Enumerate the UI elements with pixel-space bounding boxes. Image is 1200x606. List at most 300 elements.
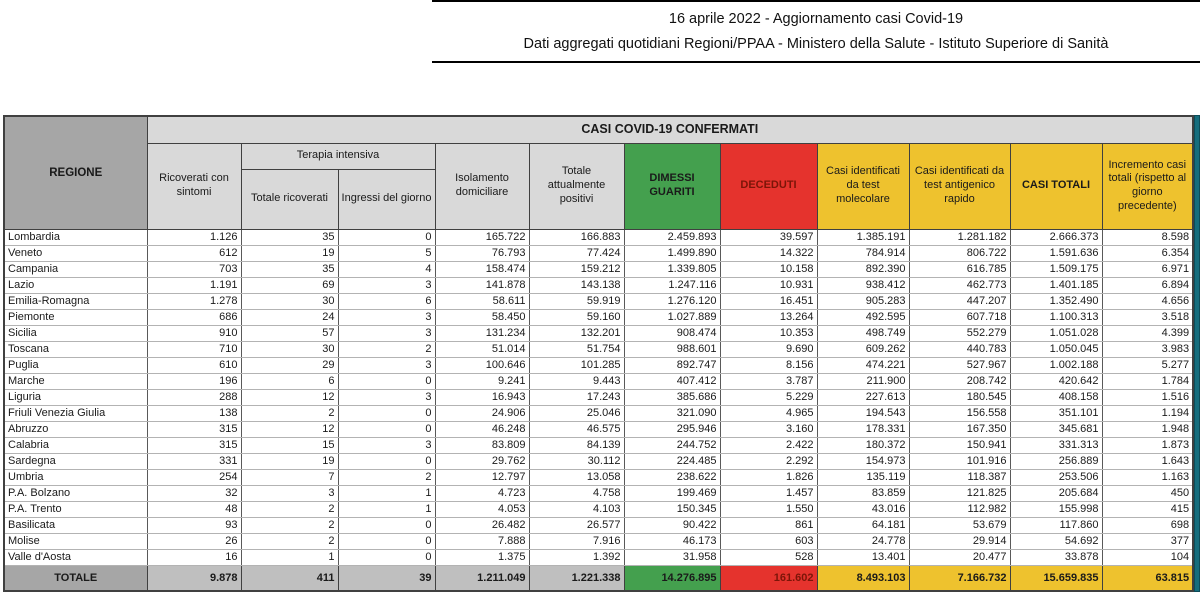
table-row: [4, 437, 1193, 453]
value-cell: 46.575: [529, 421, 624, 437]
value-cell: 447.207: [909, 293, 1010, 309]
table-row: [4, 421, 1193, 437]
value-cell: 3: [338, 389, 435, 405]
value-cell: 1.281.182: [909, 229, 1010, 245]
total-value-cell: 7.166.732: [909, 565, 1010, 591]
value-cell: 2: [241, 501, 338, 517]
value-cell: 24.778: [817, 533, 909, 549]
table-row: [4, 373, 1193, 389]
value-cell: 1.509.175: [1010, 261, 1102, 277]
value-cell: 196: [147, 373, 241, 389]
value-cell: 159.212: [529, 261, 624, 277]
value-cell: 1.278: [147, 293, 241, 309]
value-cell: 180.545: [909, 389, 1010, 405]
value-cell: 1.194: [1102, 405, 1193, 421]
value-cell: 806.722: [909, 245, 1010, 261]
table-row: [4, 245, 1193, 261]
table-row: [4, 277, 1193, 293]
value-cell: 25.046: [529, 405, 624, 421]
value-cell: 54.692: [1010, 533, 1102, 549]
value-cell: 3: [241, 485, 338, 501]
value-cell: 3: [338, 277, 435, 293]
table-row: [4, 293, 1193, 309]
value-cell: 295.946: [624, 421, 720, 437]
value-cell: 1.191: [147, 277, 241, 293]
value-cell: 1.784: [1102, 373, 1193, 389]
covid-table-container: [3, 115, 1200, 592]
value-cell: 30: [241, 341, 338, 357]
total-value-cell: 15.659.835: [1010, 565, 1102, 591]
value-cell: 407.412: [624, 373, 720, 389]
value-cell: 1.339.805: [624, 261, 720, 277]
value-cell: 83.809: [435, 437, 529, 453]
value-cell: 474.221: [817, 357, 909, 373]
value-cell: 19: [241, 453, 338, 469]
region-cell: Toscana: [4, 341, 147, 357]
value-cell: 29: [241, 357, 338, 373]
value-cell: 1.375: [435, 549, 529, 565]
value-cell: 377: [1102, 533, 1193, 549]
value-cell: 6.354: [1102, 245, 1193, 261]
total-value-cell: 9.878: [147, 565, 241, 591]
total-row: [4, 565, 1193, 591]
value-cell: 15: [241, 437, 338, 453]
value-cell: 1.163: [1102, 469, 1193, 485]
value-cell: 616.785: [909, 261, 1010, 277]
value-cell: 141.878: [435, 277, 529, 293]
value-cell: 180.372: [817, 437, 909, 453]
value-cell: 710: [147, 341, 241, 357]
value-cell: 238.622: [624, 469, 720, 485]
total-value-cell: 63.815: [1102, 565, 1193, 591]
value-cell: 1.100.313: [1010, 309, 1102, 325]
value-cell: 415: [1102, 501, 1193, 517]
value-cell: 3.787: [720, 373, 817, 389]
column-header-ricoverati: Ricoverati con sintomi: [147, 143, 241, 229]
value-cell: 905.283: [817, 293, 909, 309]
value-cell: 100.646: [435, 357, 529, 373]
value-cell: 1.002.188: [1010, 357, 1102, 373]
value-cell: 2.292: [720, 453, 817, 469]
value-cell: 6.894: [1102, 277, 1193, 293]
value-cell: 2: [338, 341, 435, 357]
region-cell: Lombardia: [4, 229, 147, 245]
value-cell: 2: [241, 517, 338, 533]
value-cell: 7: [241, 469, 338, 485]
column-header-incremento: Incremento casi totali (rispetto al giorno precedente): [1102, 143, 1193, 229]
region-cell: Veneto: [4, 245, 147, 261]
region-cell: Campania: [4, 261, 147, 277]
value-cell: 35: [241, 261, 338, 277]
table-band-title: CASI COVID-19 CONFERMATI: [147, 116, 1193, 143]
value-cell: 603: [720, 533, 817, 549]
value-cell: 77.424: [529, 245, 624, 261]
value-cell: 1: [241, 549, 338, 565]
table-row: [4, 341, 1193, 357]
value-cell: 29.914: [909, 533, 1010, 549]
value-cell: 686: [147, 309, 241, 325]
value-cell: 13.264: [720, 309, 817, 325]
value-cell: 13.058: [529, 469, 624, 485]
value-cell: 26.482: [435, 517, 529, 533]
region-cell: Abruzzo: [4, 421, 147, 437]
value-cell: 132.201: [529, 325, 624, 341]
header-line-source: Dati aggregati quotidiani Regioni/PPAA - Ministero della Salute - Istituto Superiore di Sanità: [523, 36, 1109, 52]
value-cell: 1: [338, 501, 435, 517]
value-cell: 69: [241, 277, 338, 293]
total-value-cell: 14.276.895: [624, 565, 720, 591]
value-cell: 10.931: [720, 277, 817, 293]
total-value-cell: 161.602: [720, 565, 817, 591]
value-cell: 205.684: [1010, 485, 1102, 501]
value-cell: 46.248: [435, 421, 529, 437]
value-cell: 892.390: [817, 261, 909, 277]
value-cell: 610: [147, 357, 241, 373]
column-header-test-molecolare: Casi identificati da test molecolare: [817, 143, 909, 229]
value-cell: 158.474: [435, 261, 529, 277]
covid-table: [3, 115, 1194, 592]
value-cell: 35: [241, 229, 338, 245]
table-row: [4, 469, 1193, 485]
table-row: [4, 405, 1193, 421]
column-header-ti-ingressi: Ingressi del giorno: [338, 169, 435, 229]
value-cell: 83.859: [817, 485, 909, 501]
value-cell: 528: [720, 549, 817, 565]
value-cell: 4.053: [435, 501, 529, 517]
region-cell: Umbria: [4, 469, 147, 485]
value-cell: 331.313: [1010, 437, 1102, 453]
value-cell: 194.543: [817, 405, 909, 421]
value-cell: 121.825: [909, 485, 1010, 501]
value-cell: 1.643: [1102, 453, 1193, 469]
value-cell: 84.139: [529, 437, 624, 453]
value-cell: 13.401: [817, 549, 909, 565]
value-cell: 9.241: [435, 373, 529, 389]
value-cell: 2: [241, 405, 338, 421]
total-value-cell: 1.221.338: [529, 565, 624, 591]
column-header-ti-totale: Totale ricoverati: [241, 169, 338, 229]
value-cell: 30: [241, 293, 338, 309]
value-cell: 6.971: [1102, 261, 1193, 277]
value-cell: 24.906: [435, 405, 529, 421]
value-cell: 51.014: [435, 341, 529, 357]
value-cell: 1.948: [1102, 421, 1193, 437]
value-cell: 4.103: [529, 501, 624, 517]
value-cell: 131.234: [435, 325, 529, 341]
table-row: [4, 533, 1193, 549]
value-cell: 5.229: [720, 389, 817, 405]
value-cell: 32: [147, 485, 241, 501]
value-cell: 420.642: [1010, 373, 1102, 389]
region-cell: Marche: [4, 373, 147, 389]
value-cell: 143.138: [529, 277, 624, 293]
total-label-cell: TOTALE: [4, 565, 147, 591]
value-cell: 7.888: [435, 533, 529, 549]
column-header-casi-totali: CASI TOTALI: [1010, 143, 1102, 229]
value-cell: 211.900: [817, 373, 909, 389]
value-cell: 17.243: [529, 389, 624, 405]
region-cell: Molise: [4, 533, 147, 549]
value-cell: 9.690: [720, 341, 817, 357]
value-cell: 227.613: [817, 389, 909, 405]
value-cell: 351.101: [1010, 405, 1102, 421]
value-cell: 10.158: [720, 261, 817, 277]
header-line-date: 16 aprile 2022 - Aggiornamento casi Covid-19: [668, 11, 964, 27]
region-cell: Valle d'Aosta: [4, 549, 147, 565]
value-cell: 703: [147, 261, 241, 277]
value-cell: 498.749: [817, 325, 909, 341]
value-cell: 43.016: [817, 501, 909, 517]
value-cell: 150.345: [624, 501, 720, 517]
value-cell: 4.656: [1102, 293, 1193, 309]
value-cell: 76.793: [435, 245, 529, 261]
value-cell: 2.422: [720, 437, 817, 453]
region-cell: Emilia-Romagna: [4, 293, 147, 309]
region-cell: Puglia: [4, 357, 147, 373]
value-cell: 408.158: [1010, 389, 1102, 405]
value-cell: 178.331: [817, 421, 909, 437]
value-cell: 908.474: [624, 325, 720, 341]
value-cell: 30.112: [529, 453, 624, 469]
value-cell: 12: [241, 389, 338, 405]
value-cell: 288: [147, 389, 241, 405]
value-cell: 2.666.373: [1010, 229, 1102, 245]
value-cell: 48: [147, 501, 241, 517]
value-cell: 612: [147, 245, 241, 261]
value-cell: 26.577: [529, 517, 624, 533]
value-cell: 331: [147, 453, 241, 469]
value-cell: 1.027.889: [624, 309, 720, 325]
value-cell: 1.126: [147, 229, 241, 245]
value-cell: 1.457: [720, 485, 817, 501]
value-cell: 2: [338, 469, 435, 485]
value-cell: 24: [241, 309, 338, 325]
table-row: [4, 389, 1193, 405]
value-cell: 1.051.028: [1010, 325, 1102, 341]
value-cell: 53.679: [909, 517, 1010, 533]
value-cell: 3: [338, 309, 435, 325]
table-row: [4, 501, 1193, 517]
column-header-attualmente-positivi: Totale attualmente positivi: [529, 143, 624, 229]
total-value-cell: 8.493.103: [817, 565, 909, 591]
value-cell: 112.982: [909, 501, 1010, 517]
value-cell: 5.277: [1102, 357, 1193, 373]
value-cell: 315: [147, 437, 241, 453]
value-cell: 861: [720, 517, 817, 533]
value-cell: 315: [147, 421, 241, 437]
value-cell: 135.119: [817, 469, 909, 485]
table-row: [4, 453, 1193, 469]
value-cell: 1.401.185: [1010, 277, 1102, 293]
value-cell: 1.516: [1102, 389, 1193, 405]
value-cell: 1.550: [720, 501, 817, 517]
value-cell: 3.518: [1102, 309, 1193, 325]
value-cell: 1.591.636: [1010, 245, 1102, 261]
value-cell: 3: [338, 357, 435, 373]
value-cell: 104: [1102, 549, 1193, 565]
value-cell: 4.758: [529, 485, 624, 501]
value-cell: 3: [338, 437, 435, 453]
region-cell: Calabria: [4, 437, 147, 453]
value-cell: 16.943: [435, 389, 529, 405]
value-cell: 64.181: [817, 517, 909, 533]
value-cell: 12.797: [435, 469, 529, 485]
value-cell: 5: [338, 245, 435, 261]
value-cell: 4: [338, 261, 435, 277]
value-cell: 8.156: [720, 357, 817, 373]
value-cell: 3.983: [1102, 341, 1193, 357]
value-cell: 166.883: [529, 229, 624, 245]
value-cell: 19: [241, 245, 338, 261]
value-cell: 1.247.116: [624, 277, 720, 293]
column-header-terapia-intensiva: Terapia intensiva: [241, 143, 435, 169]
value-cell: 33.878: [1010, 549, 1102, 565]
table-row: [4, 325, 1193, 341]
value-cell: 154.973: [817, 453, 909, 469]
region-cell: Sicilia: [4, 325, 147, 341]
value-cell: 57: [241, 325, 338, 341]
value-cell: 4.399: [1102, 325, 1193, 341]
value-cell: 1.352.490: [1010, 293, 1102, 309]
value-cell: 450: [1102, 485, 1193, 501]
value-cell: 345.681: [1010, 421, 1102, 437]
value-cell: 7.916: [529, 533, 624, 549]
table-row: [4, 549, 1193, 565]
value-cell: 3.160: [720, 421, 817, 437]
document-header: [432, 0, 1200, 63]
value-cell: 167.350: [909, 421, 1010, 437]
value-cell: 910: [147, 325, 241, 341]
region-cell: P.A. Trento: [4, 501, 147, 517]
column-header-deceduti: DECEDUTI: [720, 143, 817, 229]
value-cell: 6: [241, 373, 338, 389]
value-cell: 0: [338, 373, 435, 389]
value-cell: 165.722: [435, 229, 529, 245]
value-cell: 138: [147, 405, 241, 421]
value-cell: 31.958: [624, 549, 720, 565]
value-cell: 988.601: [624, 341, 720, 357]
value-cell: 1.392: [529, 549, 624, 565]
value-cell: 892.747: [624, 357, 720, 373]
table-row: [4, 517, 1193, 533]
value-cell: 118.387: [909, 469, 1010, 485]
table-row: [4, 357, 1193, 373]
table-row: [4, 261, 1193, 277]
value-cell: 16: [147, 549, 241, 565]
value-cell: 321.090: [624, 405, 720, 421]
table-row: [4, 309, 1193, 325]
column-header-regione: REGIONE: [4, 116, 147, 229]
value-cell: 117.860: [1010, 517, 1102, 533]
value-cell: 156.558: [909, 405, 1010, 421]
column-header-isolamento: Isolamento domiciliare: [435, 143, 529, 229]
value-cell: 90.422: [624, 517, 720, 533]
value-cell: 552.279: [909, 325, 1010, 341]
value-cell: 208.742: [909, 373, 1010, 389]
value-cell: 2: [241, 533, 338, 549]
value-cell: 0: [338, 453, 435, 469]
column-header-test-antigenico: Casi identificati da test antigenico rapido: [909, 143, 1010, 229]
value-cell: 607.718: [909, 309, 1010, 325]
value-cell: 2.459.893: [624, 229, 720, 245]
value-cell: 1.499.890: [624, 245, 720, 261]
value-cell: 0: [338, 229, 435, 245]
region-cell: Piemonte: [4, 309, 147, 325]
value-cell: 59.160: [529, 309, 624, 325]
value-cell: 58.611: [435, 293, 529, 309]
region-cell: Basilicata: [4, 517, 147, 533]
value-cell: 385.686: [624, 389, 720, 405]
region-cell: P.A. Bolzano: [4, 485, 147, 501]
value-cell: 58.450: [435, 309, 529, 325]
value-cell: 26: [147, 533, 241, 549]
table-row: [4, 485, 1193, 501]
value-cell: 14.322: [720, 245, 817, 261]
value-cell: 199.469: [624, 485, 720, 501]
value-cell: 155.998: [1010, 501, 1102, 517]
region-cell: Lazio: [4, 277, 147, 293]
value-cell: 29.762: [435, 453, 529, 469]
value-cell: 492.595: [817, 309, 909, 325]
value-cell: 12: [241, 421, 338, 437]
table-row: [4, 229, 1193, 245]
value-cell: 1.385.191: [817, 229, 909, 245]
value-cell: 93: [147, 517, 241, 533]
value-cell: 39.597: [720, 229, 817, 245]
total-value-cell: 1.211.049: [435, 565, 529, 591]
value-cell: 784.914: [817, 245, 909, 261]
value-cell: 1: [338, 485, 435, 501]
value-cell: 46.173: [624, 533, 720, 549]
value-cell: 0: [338, 421, 435, 437]
value-cell: 1.873: [1102, 437, 1193, 453]
value-cell: 244.752: [624, 437, 720, 453]
value-cell: 0: [338, 549, 435, 565]
value-cell: 8.598: [1102, 229, 1193, 245]
value-cell: 224.485: [624, 453, 720, 469]
value-cell: 6: [338, 293, 435, 309]
region-cell: Sardegna: [4, 453, 147, 469]
value-cell: 4.965: [720, 405, 817, 421]
value-cell: 609.262: [817, 341, 909, 357]
right-accent-strip: [1194, 115, 1200, 592]
value-cell: 253.506: [1010, 469, 1102, 485]
value-cell: 462.773: [909, 277, 1010, 293]
value-cell: 256.889: [1010, 453, 1102, 469]
total-value-cell: 411: [241, 565, 338, 591]
value-cell: 0: [338, 517, 435, 533]
value-cell: 101.285: [529, 357, 624, 373]
value-cell: 440.783: [909, 341, 1010, 357]
column-header-dimessi-guariti: DIMESSI GUARITI: [624, 143, 720, 229]
value-cell: 254: [147, 469, 241, 485]
value-cell: 698: [1102, 517, 1193, 533]
region-cell: Friuli Venezia Giulia: [4, 405, 147, 421]
value-cell: 527.967: [909, 357, 1010, 373]
value-cell: 10.353: [720, 325, 817, 341]
region-cell: Liguria: [4, 389, 147, 405]
value-cell: 1.276.120: [624, 293, 720, 309]
value-cell: 1.050.045: [1010, 341, 1102, 357]
value-cell: 1.826: [720, 469, 817, 485]
value-cell: 150.941: [909, 437, 1010, 453]
value-cell: 4.723: [435, 485, 529, 501]
value-cell: 51.754: [529, 341, 624, 357]
table-body: [4, 229, 1193, 565]
value-cell: 3: [338, 325, 435, 341]
value-cell: 0: [338, 533, 435, 549]
value-cell: 0: [338, 405, 435, 421]
